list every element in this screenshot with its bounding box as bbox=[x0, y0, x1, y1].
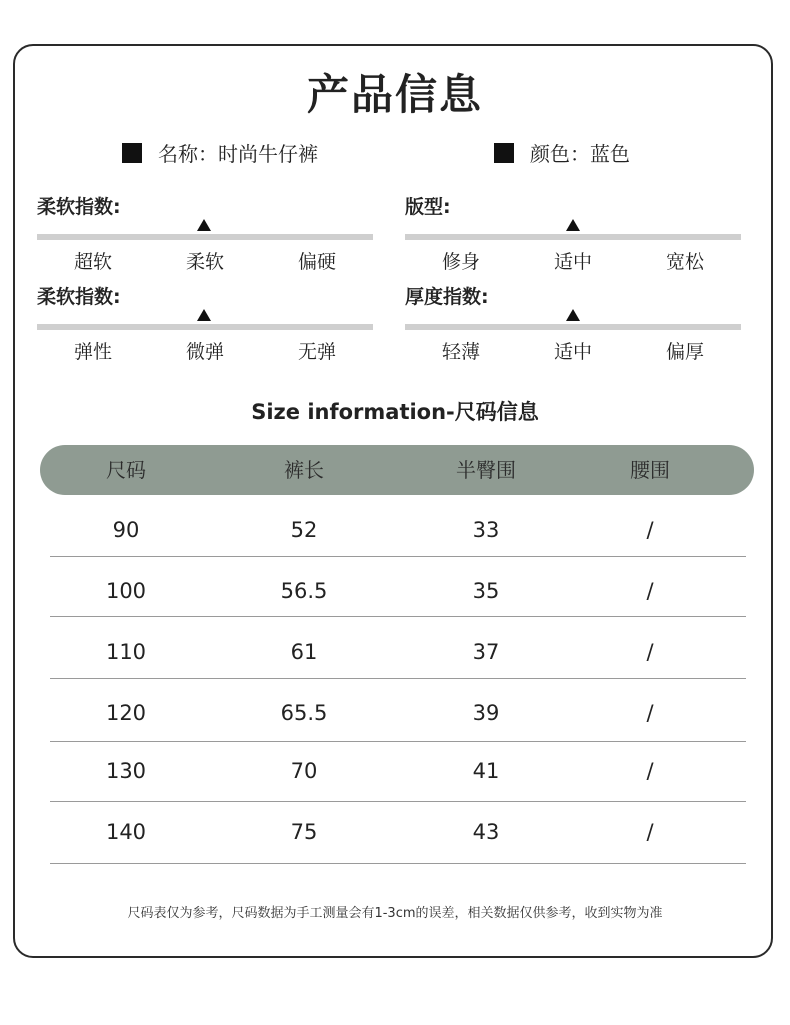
indicator-option: 适中 bbox=[553, 251, 592, 273]
measurement-note: 尺码表仅为参考，尺码数据为手工测量会有1-3cm的误差，相关数据仅供参考，收到实物为准 bbox=[127, 906, 663, 921]
indicator-option: 适中 bbox=[553, 341, 592, 363]
indicator-label: 版型: bbox=[405, 196, 451, 218]
cell-size: 120 bbox=[105, 701, 147, 725]
indicator-bar bbox=[405, 324, 741, 330]
cell-size: 140 bbox=[105, 820, 147, 844]
column-header: 裤长 bbox=[284, 458, 324, 482]
cell-length: 52 bbox=[290, 518, 318, 542]
indicator-label: 柔软指数: bbox=[37, 196, 121, 218]
cell-hip: 37 bbox=[472, 640, 500, 664]
cell-hip: 41 bbox=[472, 759, 500, 783]
indicator-label: 柔软指数: bbox=[37, 286, 121, 308]
cell-length: 65.5 bbox=[280, 701, 328, 725]
square-bullet-icon bbox=[122, 143, 142, 163]
product-name-text: 名称：时尚牛仔裤 bbox=[158, 142, 318, 166]
cell-hip: 35 bbox=[472, 579, 500, 603]
indicator-option: 偏厚 bbox=[665, 341, 704, 363]
indicator-option: 无弹 bbox=[297, 341, 336, 363]
indicator-option: 宽松 bbox=[665, 251, 704, 273]
product-color-info bbox=[494, 138, 630, 167]
cell-hip: 39 bbox=[472, 701, 500, 725]
cell-size: 100 bbox=[105, 579, 147, 603]
column-header: 尺码 bbox=[106, 458, 146, 482]
table-row bbox=[50, 496, 746, 557]
indicator-option: 柔软 bbox=[185, 251, 224, 273]
indicator-option: 修身 bbox=[441, 251, 480, 273]
cell-size: 110 bbox=[105, 640, 147, 664]
page-title: 产品信息 bbox=[306, 70, 483, 119]
table-row bbox=[50, 679, 746, 742]
indicator-option: 微弹 bbox=[185, 341, 224, 363]
cell-size: 130 bbox=[105, 759, 147, 783]
cell-waist: / bbox=[646, 518, 654, 542]
cell-waist: / bbox=[646, 759, 654, 783]
cell-waist: / bbox=[646, 640, 654, 664]
indicator-option: 轻薄 bbox=[441, 341, 480, 363]
indicator-fit bbox=[405, 195, 741, 273]
product-name-info bbox=[122, 138, 318, 167]
cell-hip: 43 bbox=[472, 820, 500, 844]
square-bullet-icon bbox=[494, 143, 514, 163]
table-row bbox=[50, 617, 746, 679]
indicator-marker-icon bbox=[197, 309, 211, 321]
indicator-marker-icon bbox=[566, 309, 580, 321]
size-info-title: Size information-尺码信息 bbox=[251, 400, 539, 424]
column-header: 腰围 bbox=[630, 458, 670, 482]
indicator-bar bbox=[37, 234, 373, 240]
table-row bbox=[50, 742, 746, 802]
indicator-bar bbox=[405, 234, 741, 240]
indicator-elasticity bbox=[37, 285, 373, 363]
cell-length: 75 bbox=[290, 820, 318, 844]
cell-size: 90 bbox=[112, 518, 140, 542]
column-header: 半臀围 bbox=[456, 458, 516, 482]
indicator-marker-icon bbox=[197, 219, 211, 231]
indicator-softness bbox=[37, 195, 373, 273]
cell-length: 56.5 bbox=[280, 579, 328, 603]
table-row bbox=[50, 557, 746, 617]
table-row bbox=[50, 802, 746, 864]
cell-hip: 33 bbox=[472, 518, 500, 542]
size-table-header bbox=[40, 445, 754, 495]
indicator-option: 偏硬 bbox=[297, 251, 336, 273]
indicator-bar bbox=[37, 324, 373, 330]
indicator-option: 超软 bbox=[73, 251, 112, 273]
product-color-text: 颜色：蓝色 bbox=[530, 142, 630, 166]
cell-length: 61 bbox=[290, 640, 318, 664]
indicator-label: 厚度指数: bbox=[405, 286, 489, 308]
cell-waist: / bbox=[646, 579, 654, 603]
indicator-option: 弹性 bbox=[73, 341, 112, 363]
cell-waist: / bbox=[646, 701, 654, 725]
cell-length: 70 bbox=[290, 759, 318, 783]
indicator-thickness bbox=[405, 285, 741, 363]
indicator-marker-icon bbox=[566, 219, 580, 231]
cell-waist: / bbox=[646, 820, 654, 844]
